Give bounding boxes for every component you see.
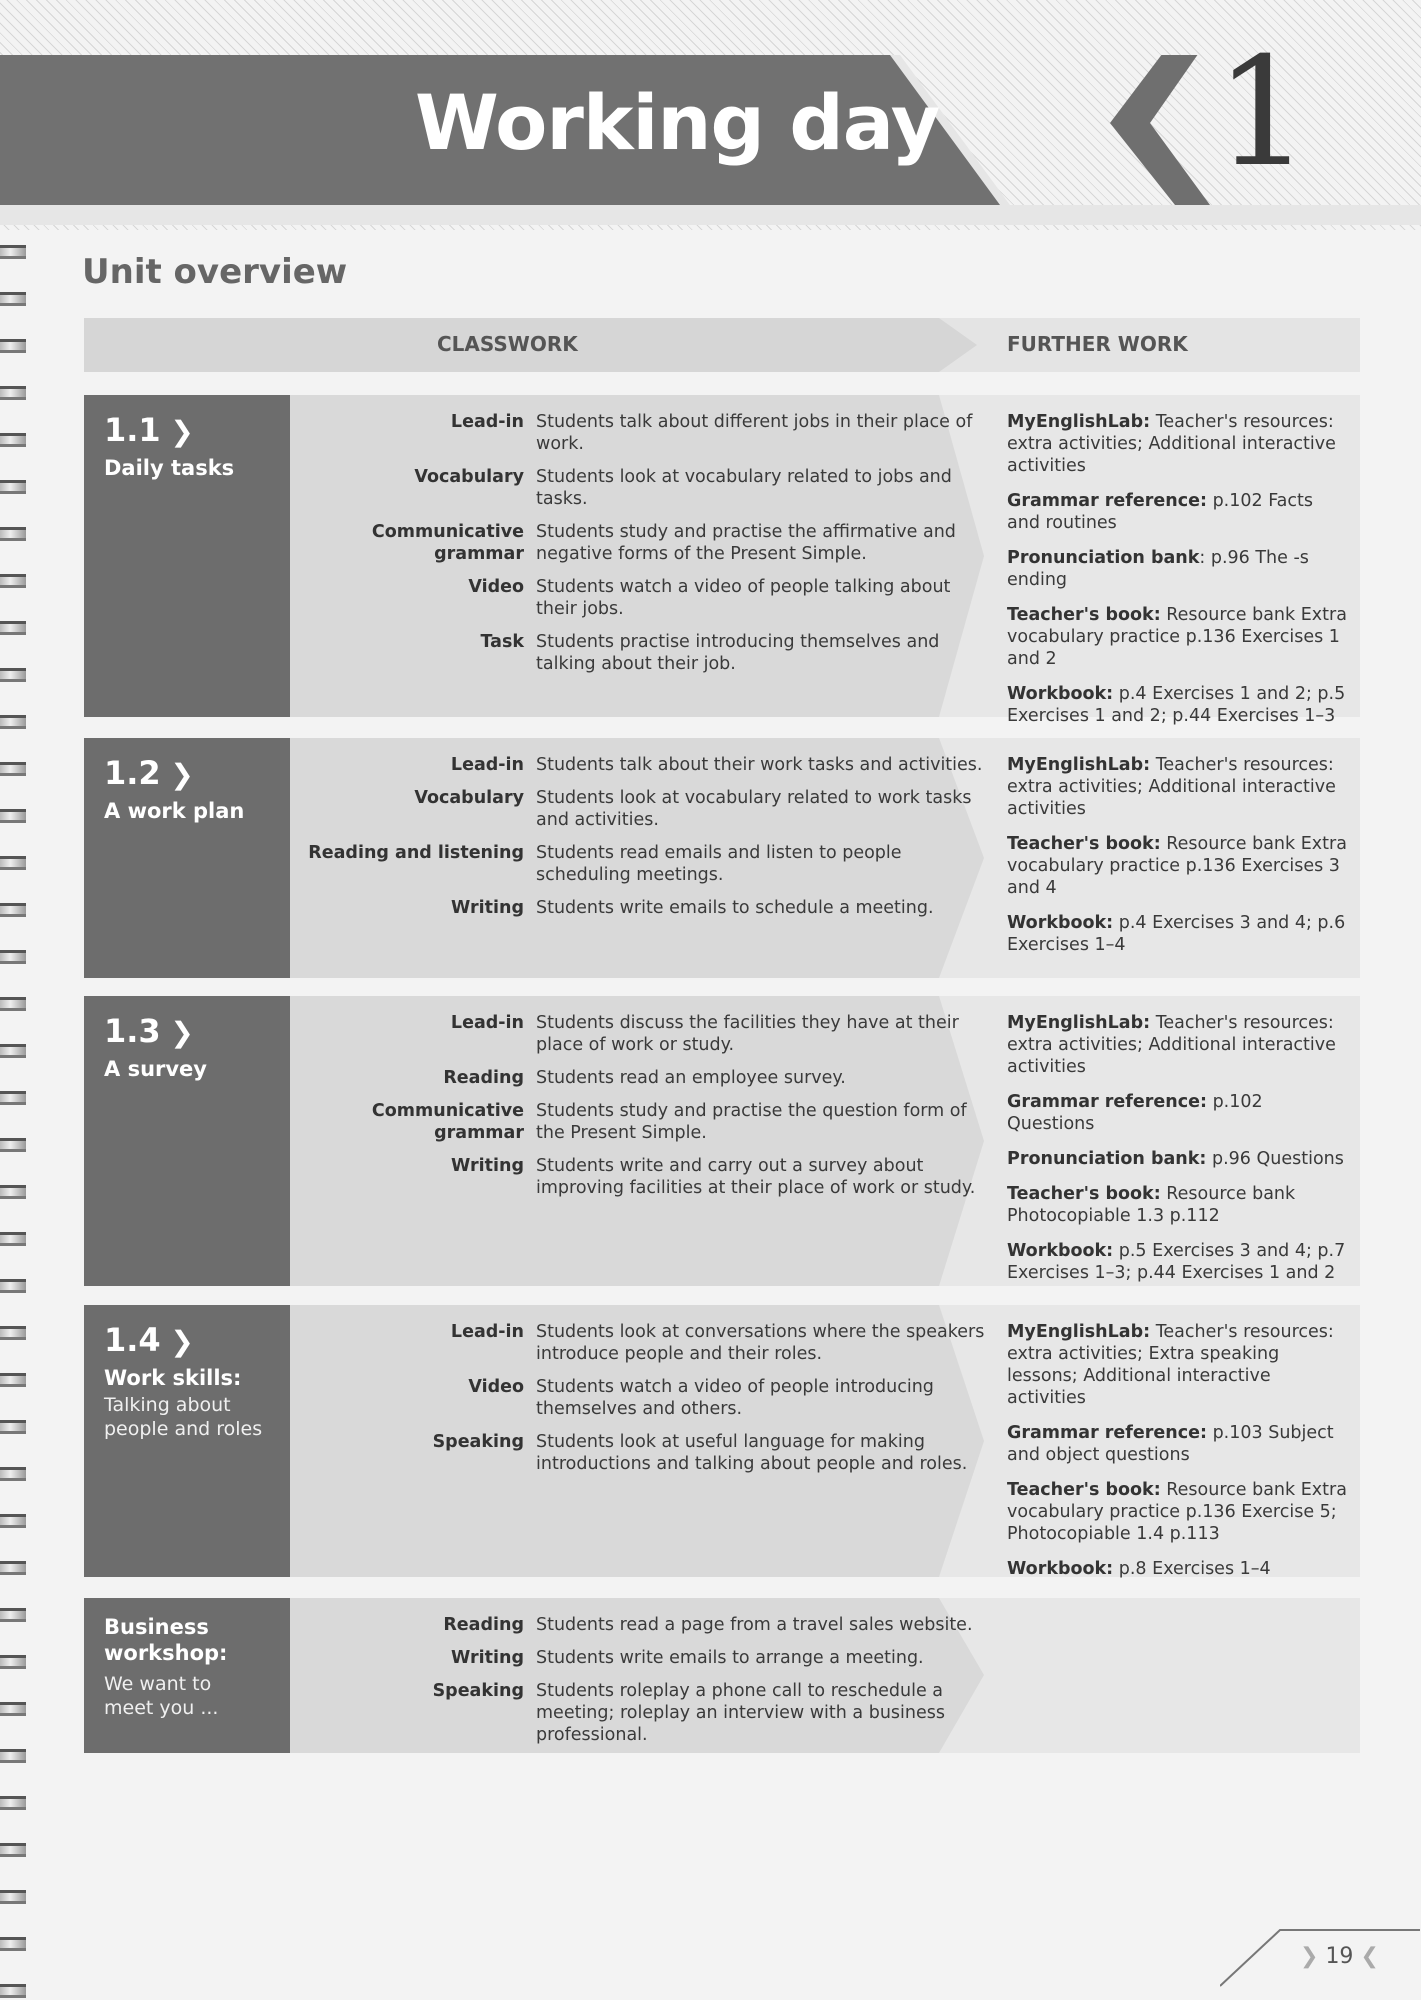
activity-label: Communicative grammar	[371, 522, 524, 564]
further-work-item	[1007, 1183, 1347, 1227]
spiral-ring	[0, 339, 26, 353]
resource-detail: Resource bank Photocopiable 1.3 p.112	[1007, 1184, 1296, 1226]
spiral-ring	[0, 1091, 26, 1105]
activity-label: Lead-in	[450, 1322, 524, 1342]
spiral-ring	[0, 1467, 26, 1481]
spiral-ring	[0, 1655, 26, 1669]
resource-detail: p.102 Facts and routines	[1007, 491, 1313, 533]
spiral-ring	[0, 621, 26, 635]
spiral-binding	[0, 0, 28, 2000]
resource-name: Grammar reference:	[1007, 1092, 1207, 1112]
activity-text: Students practise introducing themselves and talking about their job.	[536, 632, 940, 674]
further-work-item	[1007, 683, 1347, 727]
chevron-right-icon: ❯	[1300, 1944, 1319, 1969]
resource-name: Grammar reference:	[1007, 1423, 1207, 1443]
spiral-ring	[0, 997, 26, 1011]
lesson-subtitle: Talking about people and roles	[104, 1394, 263, 1440]
lesson-sidebar	[84, 996, 290, 1286]
spiral-ring	[0, 480, 26, 494]
resource-name: MyEnglishLab:	[1007, 1322, 1151, 1342]
resource-detail: p.103 Subject and object questions	[1007, 1423, 1334, 1465]
spiral-ring	[0, 1232, 26, 1246]
lesson-name: Daily tasks	[104, 456, 235, 480]
section-title: Unit overview	[82, 252, 348, 292]
further-work-item	[1007, 1479, 1347, 1545]
page-title: Working day	[415, 78, 940, 167]
lesson-number: 1.2 ❯	[104, 754, 194, 792]
spiral-ring	[0, 668, 26, 682]
spiral-ring	[0, 1185, 26, 1199]
spiral-ring	[0, 1937, 26, 1951]
spiral-ring	[0, 903, 26, 917]
resource-detail: Teacher's resources: extra activities; Additional interactive activities	[1007, 412, 1336, 476]
activity-text: Students talk about different jobs in their place of work.	[536, 412, 973, 454]
classwork-row	[304, 1680, 1004, 1746]
lesson-sidebar	[84, 395, 290, 717]
further-work-item	[1007, 411, 1347, 477]
spiral-ring	[0, 433, 26, 447]
resource-name: Teacher's book:	[1007, 834, 1161, 854]
resource-detail: p.96 Questions	[1211, 1149, 1344, 1169]
spiral-ring	[0, 1279, 26, 1293]
resource-name: Workbook:	[1007, 913, 1114, 933]
lesson-sidebar	[84, 1305, 290, 1577]
classwork-row	[304, 897, 1004, 919]
activity-label: Communicative grammar	[371, 1101, 524, 1143]
spiral-ring	[0, 1702, 26, 1716]
activity-text: Students write emails to arrange a meeting.	[536, 1648, 924, 1668]
further-work-list	[1007, 1012, 1347, 1297]
activity-text: Students read an employee survey.	[536, 1068, 846, 1088]
lesson-subtitle: We want to meet you ...	[104, 1673, 219, 1719]
activity-label: Writing	[451, 1648, 524, 1668]
activity-text: Students read a page from a travel sales website.	[536, 1615, 973, 1635]
spiral-ring	[0, 856, 26, 870]
resource-name: MyEnglishLab:	[1007, 755, 1151, 775]
classwork-list	[304, 1321, 1004, 1486]
spiral-ring	[0, 527, 26, 541]
activity-label: Vocabulary	[414, 788, 524, 808]
classwork-row	[304, 1614, 1004, 1636]
lesson-number: 1.3 ❯	[104, 1012, 194, 1050]
further-work-item	[1007, 1422, 1347, 1466]
classwork-row	[304, 1012, 1004, 1056]
chevron-right-icon: ❯	[160, 415, 194, 448]
lesson-name: A work plan	[104, 799, 245, 823]
further-work-item	[1007, 754, 1347, 820]
spiral-ring	[0, 245, 26, 259]
spiral-ring	[0, 809, 26, 823]
resource-detail: Teacher's resources: extra activities; Additional interactive activities	[1007, 1013, 1336, 1077]
spiral-ring	[0, 1984, 26, 1998]
chevron-right-icon: ❯	[160, 1016, 194, 1049]
further-work-list	[1007, 754, 1347, 969]
classwork-row	[304, 576, 1004, 620]
further-work-item	[1007, 1321, 1347, 1409]
classwork-row	[304, 1067, 1004, 1089]
resource-name: Workbook:	[1007, 684, 1114, 704]
activity-text: Students roleplay a phone call to reschedule a meeting; roleplay an interview with a business professional.	[536, 1681, 945, 1745]
activity-text: Students study and practise the affirmative and negative forms of the Present Simple.	[536, 522, 956, 564]
spiral-ring	[0, 1608, 26, 1622]
resource-name: Workbook:	[1007, 1559, 1114, 1579]
lesson-number: 1.1 ❯	[104, 411, 194, 449]
chevron-right-icon: ❯	[160, 1325, 194, 1358]
resource-detail: Resource bank Extra vocabulary practice p.136 Exercises 1 and 2	[1007, 605, 1347, 669]
classwork-row	[304, 1155, 1004, 1199]
activity-label: Vocabulary	[414, 467, 524, 487]
activity-text: Students write and carry out a survey about improving facilities at their place of work or study.	[536, 1156, 976, 1198]
classwork-list	[304, 1614, 1004, 1757]
resource-name: Pronunciation bank	[1007, 548, 1200, 568]
spiral-ring	[0, 1326, 26, 1340]
activity-label: Lead-in	[450, 412, 524, 432]
lesson-sidebar	[84, 738, 290, 978]
activity-text: Students look at useful language for making introductions and talking about people and roles.	[536, 1432, 968, 1474]
spiral-ring	[0, 1373, 26, 1387]
spiral-ring	[0, 1843, 26, 1857]
classwork-row	[304, 411, 1004, 455]
resource-name: Workbook:	[1007, 1241, 1114, 1261]
further-work-item	[1007, 912, 1347, 956]
lesson-block-business-workshop	[84, 1598, 1360, 1753]
activity-text: Students discuss the facilities they have at their place of work or study.	[536, 1013, 959, 1055]
resource-name: MyEnglishLab:	[1007, 412, 1151, 432]
further-work-list	[1007, 1321, 1347, 1593]
lesson-number: 1.4 ❯	[104, 1321, 194, 1359]
further-work-item	[1007, 833, 1347, 899]
activity-text: Students read emails and listen to people scheduling meetings.	[536, 843, 902, 885]
further-work-item	[1007, 1012, 1347, 1078]
resource-detail: Resource bank Extra vocabulary practice p.136 Exercises 3 and 4	[1007, 834, 1347, 898]
lesson-sidebar	[84, 1598, 290, 1753]
activity-text: Students write emails to schedule a meeting.	[536, 898, 934, 918]
activity-text: Students study and practise the question form of the Present Simple.	[536, 1101, 967, 1143]
classwork-row	[304, 842, 1004, 886]
spiral-ring	[0, 1044, 26, 1058]
classwork-row	[304, 1376, 1004, 1420]
further-work-item	[1007, 1091, 1347, 1135]
resource-name: Grammar reference:	[1007, 491, 1207, 511]
page-number: ❯ 19 ❮	[1300, 1944, 1379, 1969]
lesson-block-1-4	[84, 1305, 1360, 1577]
activity-text: Students look at vocabulary related to work tasks and activities.	[536, 788, 972, 830]
resource-detail: p.4 Exercises 3 and 4; p.6 Exercises 1–4	[1007, 913, 1346, 955]
resource-detail: Resource bank Extra vocabulary practice p.136 Exercise 5; Photocopiable 1.4 p.113	[1007, 1480, 1347, 1544]
lesson-block-1-1	[84, 395, 1360, 726]
activity-label: Writing	[451, 1156, 524, 1176]
resource-detail: p.102 Questions	[1007, 1092, 1263, 1134]
classwork-row	[304, 631, 1004, 675]
spiral-ring	[0, 1749, 26, 1763]
resource-detail: p.8 Exercises 1–4	[1118, 1559, 1271, 1579]
activity-text: Students look at vocabulary related to jobs and tasks.	[536, 467, 952, 509]
resource-detail: p.5 Exercises 3 and 4; p.7 Exercises 1–3; p.44 Exercises 1 and 2	[1007, 1241, 1346, 1283]
activity-label: Speaking	[432, 1681, 524, 1701]
activity-label: Lead-in	[450, 1013, 524, 1033]
activity-label: Task	[480, 632, 524, 652]
further-work-item	[1007, 547, 1347, 591]
resource-detail: Teacher's resources: extra activities; Extra speaking lessons; Additional interactive activities	[1007, 1322, 1334, 1408]
activity-label: Reading	[443, 1068, 524, 1088]
spiral-ring	[0, 762, 26, 776]
classwork-list	[304, 1012, 1004, 1210]
further-work-item	[1007, 604, 1347, 670]
activity-text: Students watch a video of people introducing themselves and others.	[536, 1377, 934, 1419]
activity-label: Video	[468, 577, 524, 597]
unit-number: 1	[1215, 26, 1311, 200]
column-header-further-work: FURTHER WORK	[1007, 332, 1188, 356]
activity-text: Students talk about their work tasks and activities.	[536, 755, 983, 775]
spiral-ring	[0, 292, 26, 306]
further-work-item	[1007, 490, 1347, 534]
further-work-list	[1007, 411, 1347, 740]
classwork-list	[304, 411, 1004, 686]
activity-label: Writing	[451, 898, 524, 918]
chevron-right-icon: ❯	[160, 758, 194, 791]
classwork-list	[304, 754, 1004, 930]
activity-label: Reading	[443, 1615, 524, 1635]
lesson-name: Work skills:	[104, 1366, 242, 1390]
resource-name: Teacher's book:	[1007, 605, 1161, 625]
classwork-row	[304, 1100, 1004, 1144]
classwork-row	[304, 466, 1004, 510]
classwork-row	[304, 787, 1004, 831]
activity-label: Video	[468, 1377, 524, 1397]
further-work-item	[1007, 1148, 1347, 1170]
spiral-ring	[0, 950, 26, 964]
classwork-row	[304, 521, 1004, 565]
spiral-ring	[0, 715, 26, 729]
classwork-row	[304, 1431, 1004, 1475]
resource-detail: p.4 Exercises 1 and 2; p.5 Exercises 1 and 2; p.44 Exercises 1–3	[1007, 684, 1346, 726]
column-header-classwork: CLASSWORK	[437, 332, 578, 356]
lesson-block-1-2	[84, 738, 1360, 978]
activity-text: Students look at conversations where the speakers introduce people and their roles.	[536, 1322, 985, 1364]
spiral-ring	[0, 574, 26, 588]
resource-name: Teacher's book:	[1007, 1184, 1161, 1204]
spiral-ring	[0, 1138, 26, 1152]
activity-label: Lead-in	[450, 755, 524, 775]
further-work-item	[1007, 1240, 1347, 1284]
spiral-ring	[0, 1420, 26, 1434]
activity-label: Speaking	[432, 1432, 524, 1452]
lesson-name: Business workshop:	[104, 1615, 228, 1665]
classwork-row	[304, 754, 1004, 776]
lesson-name: A survey	[104, 1057, 207, 1081]
spiral-ring	[0, 1561, 26, 1575]
resource-name: MyEnglishLab:	[1007, 1013, 1151, 1033]
classwork-row	[304, 1647, 1004, 1669]
spiral-ring	[0, 1890, 26, 1904]
classwork-row	[304, 1321, 1004, 1365]
activity-text: Students watch a video of people talking about their jobs.	[536, 577, 951, 619]
spiral-ring	[0, 1796, 26, 1810]
spiral-ring	[0, 1514, 26, 1528]
resource-detail: Teacher's resources: extra activities; Additional interactive activities	[1007, 755, 1336, 819]
resource-name: Teacher's book:	[1007, 1480, 1161, 1500]
lesson-block-1-3	[84, 996, 1360, 1286]
spiral-ring	[0, 386, 26, 400]
further-work-item	[1007, 1558, 1347, 1580]
resource-detail: : p.96 The -s ending	[1007, 548, 1309, 590]
chevron-left-icon: ❮	[1360, 1944, 1379, 1969]
activity-label: Reading and listening	[308, 843, 524, 863]
resource-name: Pronunciation bank:	[1007, 1149, 1207, 1169]
